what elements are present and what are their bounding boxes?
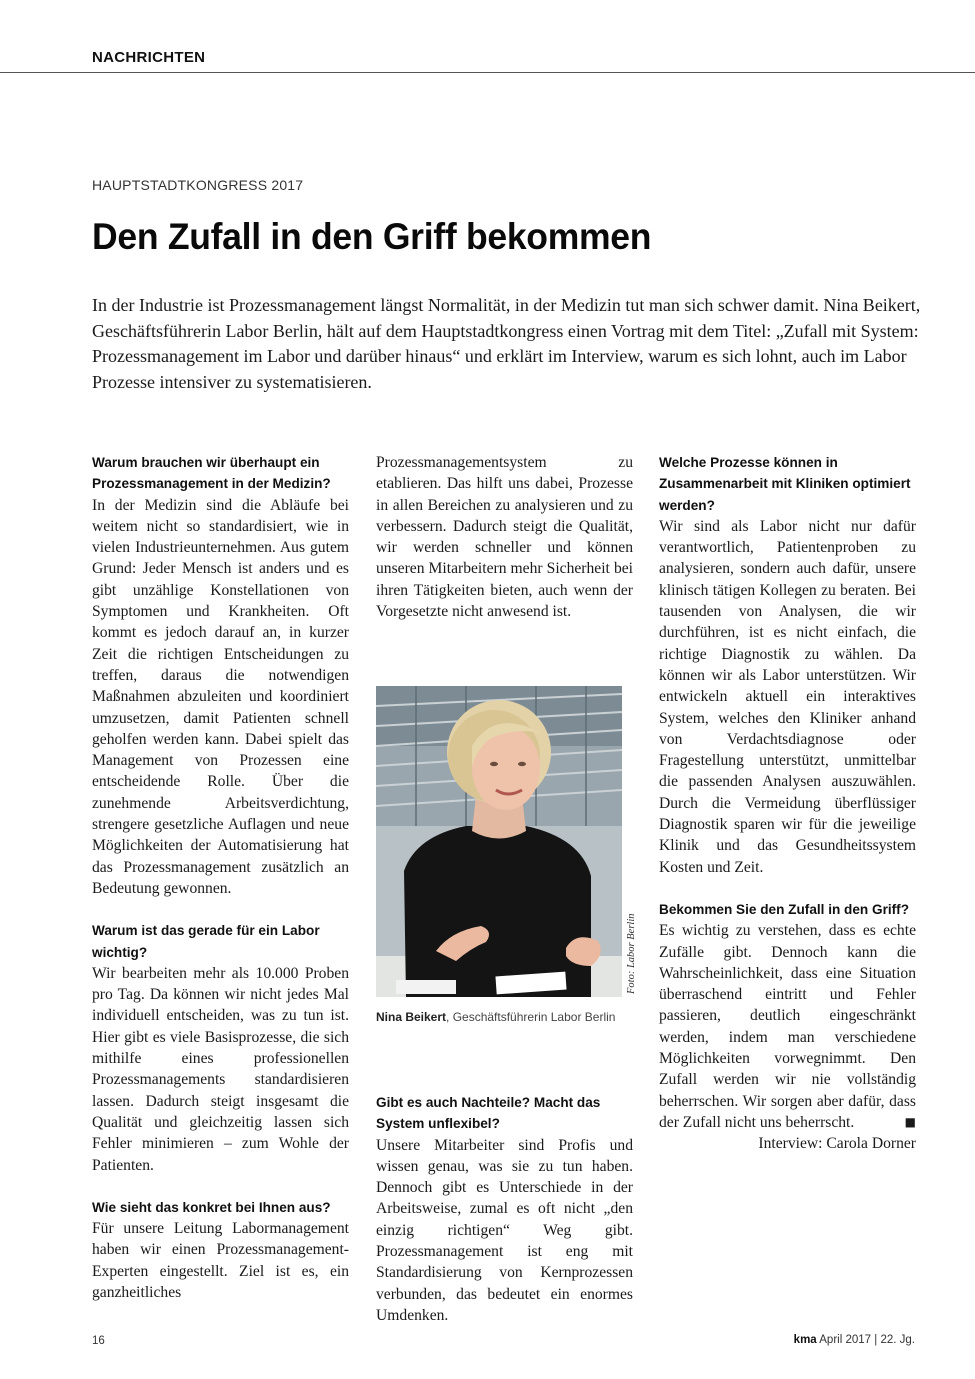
column-1: [92, 452, 349, 1303]
interview-question: Welche Prozesse können in Zusammenarbeit mit Kliniken optimiert werden?: [659, 455, 911, 513]
column-2-lower: [376, 1092, 633, 1326]
interview-question: Bekommen Sie den Zufall in den Griff?: [659, 901, 910, 917]
interview-question: Wie sieht das konkret bei Ihnen aus?: [92, 1199, 331, 1215]
article-title: Den Zufall in den Griff bekommen: [92, 216, 652, 257]
column-2: [376, 452, 633, 622]
interview-answer: Wir sind als Labor nicht nur dafür verantwortlich, Patientenproben zu analysieren, sondern auch dafür, unsere klinisch tätigen Kollegen zu beraten. Bei tausenden von Analysen, die wir durchführen, ist es nicht einfach, die richtige Diagnostik zu wählen. Da können wir als Labor unterstützen. Wir entwickeln aktuell ein interaktives System, welches den Kliniker anhand von Verdachtsdiagnose oder Fragestellung unterstützt, unmittelbar die passenden Analysen auszuwählen. Durch die Vermeidung überflüssiger Diagnostik sparen wir für die jeweilige Klinik und das Gesundheitssystem Kosten und Zeit.: [659, 517, 916, 876]
interview-answer-continued: Prozessmanagementsystem zu etablieren. Das hilft uns dabei, Prozesse in allen Bereichen zu analysieren und zu verbessern. Dadurch steigt die Qualität, wir werden schneller und können unseren Mitarbeitern mehr Sicherheit bei ihren Tätigkeiten bieten, auch wenn der Vorgesetzte nicht anwesend ist.: [376, 454, 633, 621]
article-kicker: HAUPTSTADTKONGRESS 2017: [92, 177, 304, 193]
caption-name: Nina Beikert: [376, 1010, 447, 1024]
interview-answer: Unsere Mitarbeiter sind Profis und wissen genau, was sie zu tun haben. Dennoch gibt es Unterschiede in der Arbeitsweise, zumal es oft nicht „den einzig richtigen“ Weg gibt. Prozessmanagement ist eng mit Standardisierung von Kernprozessen verbunden, das bedeutet ein enormes Umdenken.: [376, 1136, 633, 1324]
footer-separator: |: [874, 1334, 878, 1346]
interview-signoff: Interview: Carola Dorner: [758, 1135, 916, 1153]
footer-issue-info: [794, 1334, 915, 1346]
interview-answer: [659, 920, 916, 1133]
interview-question: Warum ist das gerade für ein Labor wichtig?: [92, 923, 320, 960]
answer-text: Es wichtig zu verstehen, dass es echte Zufälle gibt. Dennoch kann die Wahrscheinlichkeit, dass eine Situation überraschend eintritt und Fehler passieren, deutlich eingeschränkt werden, indem man verschiedene Möglichkeiten vorwegnimmt. Den Zufall werden wir nie vollständig beherrschen. Wir sorgen aber dafür, dass der Zufall nicht uns beherrscht.: [659, 922, 916, 1131]
article-lead: In der Industrie ist Prozessmanagement längst Normalität, in der Medizin tut man sich schwer damit. Nina Beikert, Geschäftsführerin Labor Berlin, hält auf dem Hauptstadtkongress einen Vortrag mit dem Titel: „Zufall mit System: Prozessmanagement im Labor und darüber hinaus“ und erklärt im Interview, warum es sich lohnt, auch im Labor Prozesse intensiver zu systematisieren.: [92, 295, 921, 392]
portrait-illustration: [376, 686, 622, 997]
interview-answer: Wir bearbeiten mehr als 10.000 Proben pro Tag. Da können wir nicht jedes Mal individuell entscheiden, was zu tun ist. Hier gibt es viele Basisprozesse, die sich mithilfe eines professionellen Prozessmanagements standardisieren lassen. Dadurch steigt insgesamt die Qualität und gleichzeitig lassen sich Fehler minimieren – zum Wohle der Patienten.: [92, 964, 349, 1174]
column-3: [659, 452, 916, 1155]
photo-credit: Foto: Labor Berlin: [626, 913, 637, 994]
issue-date: April 2017: [819, 1334, 872, 1346]
photo-caption: [376, 1010, 636, 1024]
page-number: 16: [92, 1335, 105, 1347]
portrait-photo: [376, 686, 622, 997]
section-label: NACHRICHTEN: [92, 49, 206, 66]
volume: 22. Jg.: [880, 1334, 915, 1346]
interview-answer: In der Medizin sind die Abläufe bei weitem nicht so standardisiert, wie in vielen Industrieunternehmen. Aus gutem Grund: Jeder Mensch ist anders und es gibt unzählige Konstellationen von Symptomen und Krankheiten. Oft kommt es jedoch darauf an, in kurzer Zeit die richtigen Entscheidungen zu treffen, daraus die notwendigen Maßnahmen abzuleiten und koordiniert umzusetzen, damit Patienten schnell geholfen werden kann. Dabei spielt das Management von Prozessen eine entscheidende Rolle. Über die zunehmende Arbeitsverdichtung, strengere gesetzliche Auflagen und neue Möglichkeiten der Automatisierung hat das Prozessmanagement zusätzlich an Bedeutung gewonnen.: [92, 496, 349, 897]
interview-question: Warum brauchen wir überhaupt ein Prozessmanagement in der Medizin?: [92, 455, 331, 492]
interview-question: Gibt es auch Nachteile? Macht das System unflexibel?: [376, 1095, 601, 1132]
end-mark: ■: [904, 1114, 916, 1129]
caption-text: , Geschäftsführerin Labor Berlin: [446, 1010, 616, 1024]
interview-answer: Für unsere Leitung Labormanagement haben wir einen Prozessmanagement-Experten eingestellt. Ziel ist es, ein ganzheitliches: [92, 1220, 349, 1301]
header-rule: [0, 72, 975, 73]
magazine-brand: kma: [793, 1334, 817, 1346]
